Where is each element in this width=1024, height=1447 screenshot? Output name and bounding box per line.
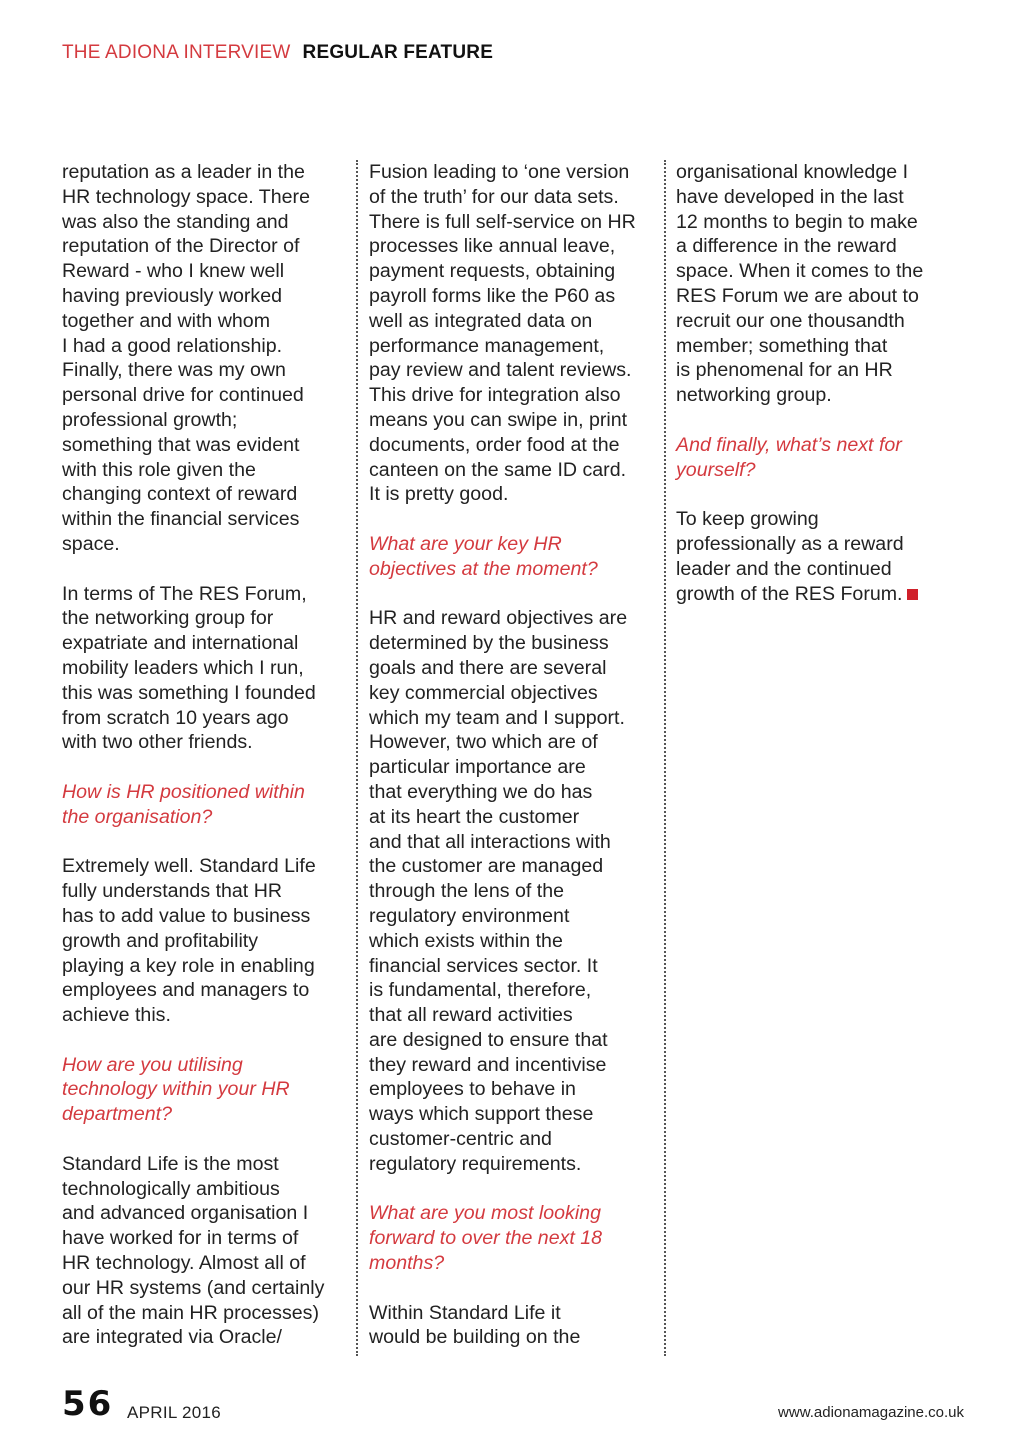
- text-line: have worked for in terms of: [62, 1227, 299, 1250]
- text-line: What are you most looking: [369, 1202, 601, 1225]
- text-line: RES Forum we are about to: [676, 284, 919, 307]
- text-line: organisational knowledge I: [676, 161, 909, 183]
- text-line: something that was evident: [62, 433, 300, 456]
- text-line: professional growth;: [62, 408, 238, 431]
- text-line: financial services sector. It: [369, 954, 598, 977]
- paragraph: [676, 507, 968, 606]
- text-line: space. When it comes to the: [676, 260, 924, 283]
- paragraph: [369, 160, 661, 507]
- text-line: they reward and incentivise: [369, 1053, 607, 1076]
- text-line: all of the main HR processes): [62, 1301, 319, 1324]
- text-line: processes like annual leave,: [369, 235, 616, 258]
- text-line: employees to behave in: [369, 1078, 576, 1101]
- article-column-2: [369, 160, 661, 1375]
- text-line: playing a key role in enabling: [62, 954, 315, 977]
- text-line: To keep growing: [676, 508, 819, 531]
- text-line: This drive for integration also: [369, 384, 621, 407]
- text-line: at its heart the customer: [369, 805, 580, 828]
- text-line: There is full self-service on HR: [369, 210, 636, 233]
- text-line: with two other friends.: [62, 731, 253, 754]
- text-line: the networking group for: [62, 607, 274, 630]
- text-line: In terms of The RES Forum,: [62, 582, 307, 605]
- feature-label: REGULAR FEATURE: [302, 42, 494, 63]
- text-line: What are your key HR: [369, 532, 562, 555]
- text-line: technologically ambitious: [62, 1177, 280, 1200]
- text-line: How is HR positioned within: [62, 780, 305, 803]
- text-line: Finally, there was my own: [62, 359, 286, 382]
- article-column-1: [62, 160, 354, 1375]
- interview-question: [676, 433, 968, 483]
- text-line: the organisation?: [62, 805, 213, 828]
- text-line: from scratch 10 years ago: [62, 706, 289, 729]
- text-line: having previously worked: [62, 284, 282, 307]
- text-line: together and with whom: [62, 309, 271, 332]
- issue-date: APRIL 2016: [127, 1403, 222, 1422]
- text-line: pay review and talent reviews.: [369, 359, 632, 382]
- text-line: documents, order food at the: [369, 433, 620, 456]
- text-line: reputation as a leader in the: [62, 161, 305, 183]
- article-column-3: [676, 160, 968, 631]
- end-of-article-mark: [907, 589, 918, 600]
- paragraph: [369, 606, 661, 1176]
- interview-question: [62, 780, 354, 830]
- text-line: Standard Life is the most: [62, 1152, 279, 1175]
- text-line: I had a good relationship.: [62, 334, 283, 357]
- text-line: and that all interactions with: [369, 830, 611, 853]
- text-line: networking group.: [676, 384, 832, 407]
- text-line: performance management,: [369, 334, 605, 357]
- text-line: How are you utilising: [62, 1053, 243, 1076]
- text-line: have developed in the last: [676, 185, 904, 208]
- text-line: a difference in the reward: [676, 235, 897, 258]
- text-line: is fundamental, therefore,: [369, 979, 592, 1002]
- text-line: objectives at the moment?: [369, 557, 598, 580]
- text-line: this was something I founded: [62, 681, 316, 704]
- website-url: www.adionamagazine.co.uk: [778, 1404, 964, 1421]
- interview-question: [369, 1201, 661, 1275]
- running-header: [62, 42, 493, 64]
- text-line: professionally as a reward: [676, 532, 904, 555]
- text-line: expatriate and international: [62, 632, 299, 655]
- text-line: customer-centric and: [369, 1128, 552, 1151]
- column-divider: [356, 160, 358, 1356]
- text-line: our HR systems (and certainly: [62, 1276, 325, 1299]
- paragraph: [62, 582, 354, 756]
- text-line: are designed to ensure that: [369, 1028, 608, 1051]
- text-line: growth and profitability: [62, 929, 259, 952]
- text-line: ways which support these: [369, 1103, 594, 1126]
- text-line: and advanced organisation I: [62, 1202, 309, 1225]
- paragraph: [62, 1152, 354, 1350]
- text-line: that all reward activities: [369, 1004, 573, 1027]
- text-line: It is pretty good.: [369, 483, 509, 506]
- text-line: key commercial objectives: [369, 681, 598, 704]
- text-line: fully understands that HR: [62, 880, 282, 903]
- text-line: Extremely well. Standard Life: [62, 855, 316, 878]
- text-line: goals and there are several: [369, 656, 607, 679]
- text-line: months?: [369, 1252, 445, 1275]
- text-line: reputation of the Director of: [62, 235, 300, 258]
- interview-question: [62, 1053, 354, 1127]
- text-line: with this role given the: [62, 458, 256, 481]
- text-line: payroll forms like the P60 as: [369, 284, 616, 307]
- text-line: within the financial services: [62, 508, 300, 531]
- text-line: through the lens of the: [369, 880, 564, 903]
- text-line: the customer are managed: [369, 855, 604, 878]
- column-divider: [664, 160, 666, 1356]
- text-line: department?: [62, 1103, 173, 1126]
- text-line: space.: [62, 532, 120, 555]
- text-line: And finally, what’s next for: [676, 433, 902, 456]
- text-line: regulatory requirements.: [369, 1152, 582, 1175]
- text-line: determined by the business: [369, 632, 609, 655]
- text-line: recruit our one thousandth: [676, 309, 905, 332]
- text-line: would be building on the: [369, 1326, 581, 1349]
- text-line: HR technology space. There: [62, 185, 310, 208]
- text-line: Within Standard Life it: [369, 1301, 561, 1324]
- text-line: payment requests, obtaining: [369, 260, 616, 283]
- text-line: mobility leaders which I run,: [62, 656, 304, 679]
- text-line: are integrated via Oracle/: [62, 1326, 282, 1349]
- text-line: 12 months to begin to make: [676, 210, 918, 233]
- text-line: is phenomenal for an HR: [676, 359, 893, 382]
- text-line: HR technology. Almost all of: [62, 1252, 306, 1275]
- text-line: was also the standing and: [62, 210, 289, 233]
- text-line: which exists within the: [369, 929, 563, 952]
- text-line: which my team and I support.: [369, 706, 625, 729]
- text-line: yourself?: [676, 458, 756, 481]
- text-line: particular importance are: [369, 756, 586, 779]
- text-line: means you can swipe in, print: [369, 408, 628, 431]
- text-line: canteen on the same ID card.: [369, 458, 627, 481]
- text-line: of the truth’ for our data sets.: [369, 185, 619, 208]
- text-line: achieve this.: [62, 1004, 171, 1027]
- text-line: technology within your HR: [62, 1078, 290, 1101]
- text-line: regulatory environment: [369, 904, 570, 927]
- text-line: growth of the RES Forum.: [676, 582, 968, 607]
- text-line: member; something that: [676, 334, 888, 357]
- text-line: well as integrated data on: [369, 309, 593, 332]
- text-line: Reward - who I knew well: [62, 260, 285, 283]
- text-line: employees and managers to: [62, 979, 310, 1002]
- paragraph: [369, 1301, 661, 1351]
- paragraph: [62, 160, 354, 557]
- text-line: leader and the continued: [676, 557, 892, 580]
- text-line: personal drive for continued: [62, 384, 304, 407]
- text-line: Fusion leading to ‘one version: [369, 161, 630, 183]
- paragraph: [62, 854, 354, 1028]
- text-line: forward to over the next 18: [369, 1227, 603, 1250]
- text-line: that everything we do has: [369, 780, 593, 803]
- text-line: However, two which are of: [369, 731, 598, 754]
- text-line: HR and reward objectives are: [369, 607, 628, 630]
- page-number: 56: [62, 1384, 114, 1424]
- text-line: has to add value to business: [62, 904, 311, 927]
- paragraph: [676, 160, 968, 408]
- interview-question: [369, 532, 661, 582]
- text-line: changing context of reward: [62, 483, 298, 506]
- section-title: THE ADIONA INTERVIEW: [62, 42, 291, 63]
